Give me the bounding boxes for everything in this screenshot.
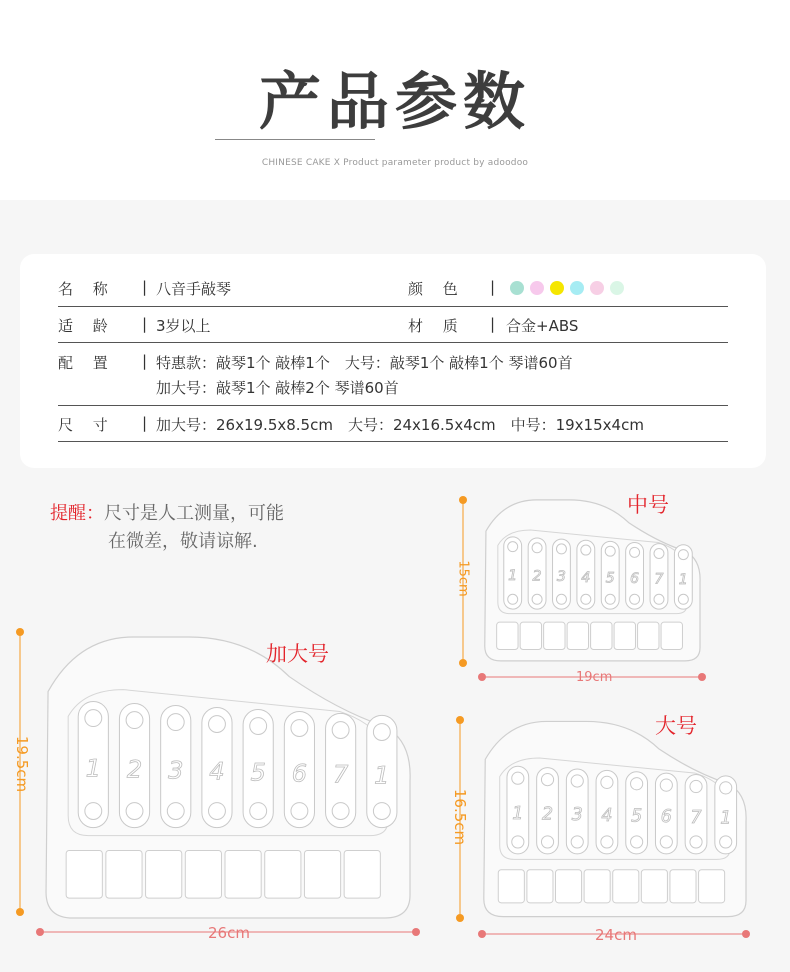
l-bar-number: 1: [512, 803, 524, 824]
l-width-dim-endpoint: [478, 930, 486, 938]
m-bar-number: 5: [605, 570, 615, 587]
xl-piano-key: [265, 850, 301, 898]
m-height-dim-endpoint: [459, 496, 467, 504]
m-piano-key: [520, 622, 541, 649]
l-bar-number: 3: [571, 805, 583, 826]
l-piano-key: [584, 870, 610, 903]
xl-bar-number: 4: [209, 757, 225, 786]
m-bar-number: 1: [678, 572, 688, 589]
l-piano-key: [641, 870, 667, 903]
xl-piano-key: [66, 850, 102, 898]
xl-bar-number: 1: [374, 761, 390, 790]
material-label: 材 质: [408, 317, 458, 335]
xl-bar-number: 5: [250, 758, 266, 787]
m-width-dim-endpoint: [698, 673, 706, 681]
m-bar-number: 4: [581, 569, 591, 586]
l-bar-number: 4: [601, 805, 613, 826]
page-title: 产品参数: [258, 65, 531, 138]
xl-height-dim-endpoint: [16, 628, 24, 636]
m-bar-number: 2: [532, 568, 542, 585]
config-line-1: 特惠款：敲琴1个 敲棒1个 大号：敲琴1个 敲棒1个 琴谱60首: [156, 354, 573, 372]
m-piano-key: [544, 622, 565, 649]
xl-piano-key: [225, 850, 261, 898]
m-bar-number: 6: [630, 570, 640, 587]
l-height-dim-endpoint: [456, 914, 464, 922]
l-bar-number: 1: [720, 808, 732, 829]
l-piano-key: [556, 870, 582, 903]
xl-bar-number: 2: [126, 755, 143, 784]
l-bar-number: 5: [631, 806, 643, 827]
age-label: 适 龄: [58, 317, 108, 335]
reminder-line-2: 在微差，敬请谅解.: [108, 531, 258, 552]
l-height-dim-endpoint: [456, 716, 464, 724]
xl-bar-number: 3: [168, 756, 184, 785]
config-line-2: 加大号：敲琴1个 敲棒2个 琴谱60首: [156, 379, 399, 397]
xl-height-label: 19.5cm: [13, 735, 31, 793]
m-height-label: 15cm: [455, 560, 471, 597]
xl-piano-key: [146, 850, 182, 898]
config-label: 配 置: [58, 354, 108, 372]
reminder-line-1: 尺寸是人工测量，可能: [104, 503, 284, 524]
xl-width-dim-endpoint: [36, 928, 44, 936]
l-width-label: 24cm: [595, 926, 637, 944]
color-label: 颜 色: [408, 280, 458, 298]
page-subtitle: CHINESE CAKE X Product parameter product by adoodoo: [261, 158, 529, 168]
m-piano-key: [661, 622, 682, 649]
m-bar-number: 3: [556, 569, 566, 586]
name-value: 八音手敲琴: [156, 280, 232, 298]
m-piano-key: [614, 622, 635, 649]
size-value: 加大号：26x19.5x8.5cm 大号：24x16.5x4cm 中号：19x15x4cm: [156, 416, 644, 434]
l-height-label: 16.5cm: [451, 788, 469, 846]
xl-piano-key: [185, 850, 221, 898]
m-bar-number: 1: [508, 568, 518, 585]
m-piano-key: [497, 622, 518, 649]
l-bar-number: 2: [542, 804, 554, 825]
l-bar-number: 6: [660, 807, 672, 828]
name-label: 名 称: [58, 280, 108, 298]
l-piano-key: [527, 870, 553, 903]
m-piano-key: [638, 622, 659, 649]
l-piano-key: [613, 870, 639, 903]
m-piano-key: [567, 622, 588, 649]
m-bar-number: 7: [654, 571, 664, 588]
l-piano-key: [699, 870, 725, 903]
m-width-label: 19cm: [576, 670, 613, 685]
xl-piano-key: [106, 850, 142, 898]
l-size-label: 大号: [655, 714, 697, 738]
xl-bar-number: 7: [332, 760, 349, 789]
m-size-label: 中号: [627, 493, 669, 517]
xl-piano-key: [304, 850, 340, 898]
m-height-dim-endpoint: [459, 659, 467, 667]
m-width-dim-endpoint: [478, 673, 486, 681]
xl-width-dim-endpoint: [412, 928, 420, 936]
xl-piano-key: [344, 850, 380, 898]
l-piano-key: [670, 870, 696, 903]
spec-card: 名 称 | 八音手敲琴 颜 色 | 适 龄 | 3岁以上 材 质 | 合金+ABS 配 置 | 特惠款：敲琴1个 敲棒1个 大号：敲琴1个 敲棒1个 琴谱60首 加大号：敲琴1个 敲棒2个 琴谱60首 尺 寸 | 加大号：26x19.5x8.5cm 大号：24x16.5x4cm 中号：19x15x4cm: [20, 254, 766, 468]
age-value: 3岁以上: [156, 317, 211, 335]
l-bar-number: 7: [690, 807, 702, 828]
l-width-dim-endpoint: [742, 930, 750, 938]
xl-bar-number: 6: [291, 759, 308, 788]
xl-bar-number: 1: [85, 754, 101, 783]
xl-height-dim-endpoint: [16, 908, 24, 916]
m-piano-key: [591, 622, 612, 649]
l-piano-key: [498, 870, 524, 903]
reminder-prefix: 提醒：: [50, 503, 104, 524]
xl-size-label: 加大号: [266, 642, 329, 666]
material-value: 合金+ABS: [506, 317, 579, 335]
size-label: 尺 寸: [58, 416, 108, 434]
xl-width-label: 26cm: [208, 924, 250, 942]
